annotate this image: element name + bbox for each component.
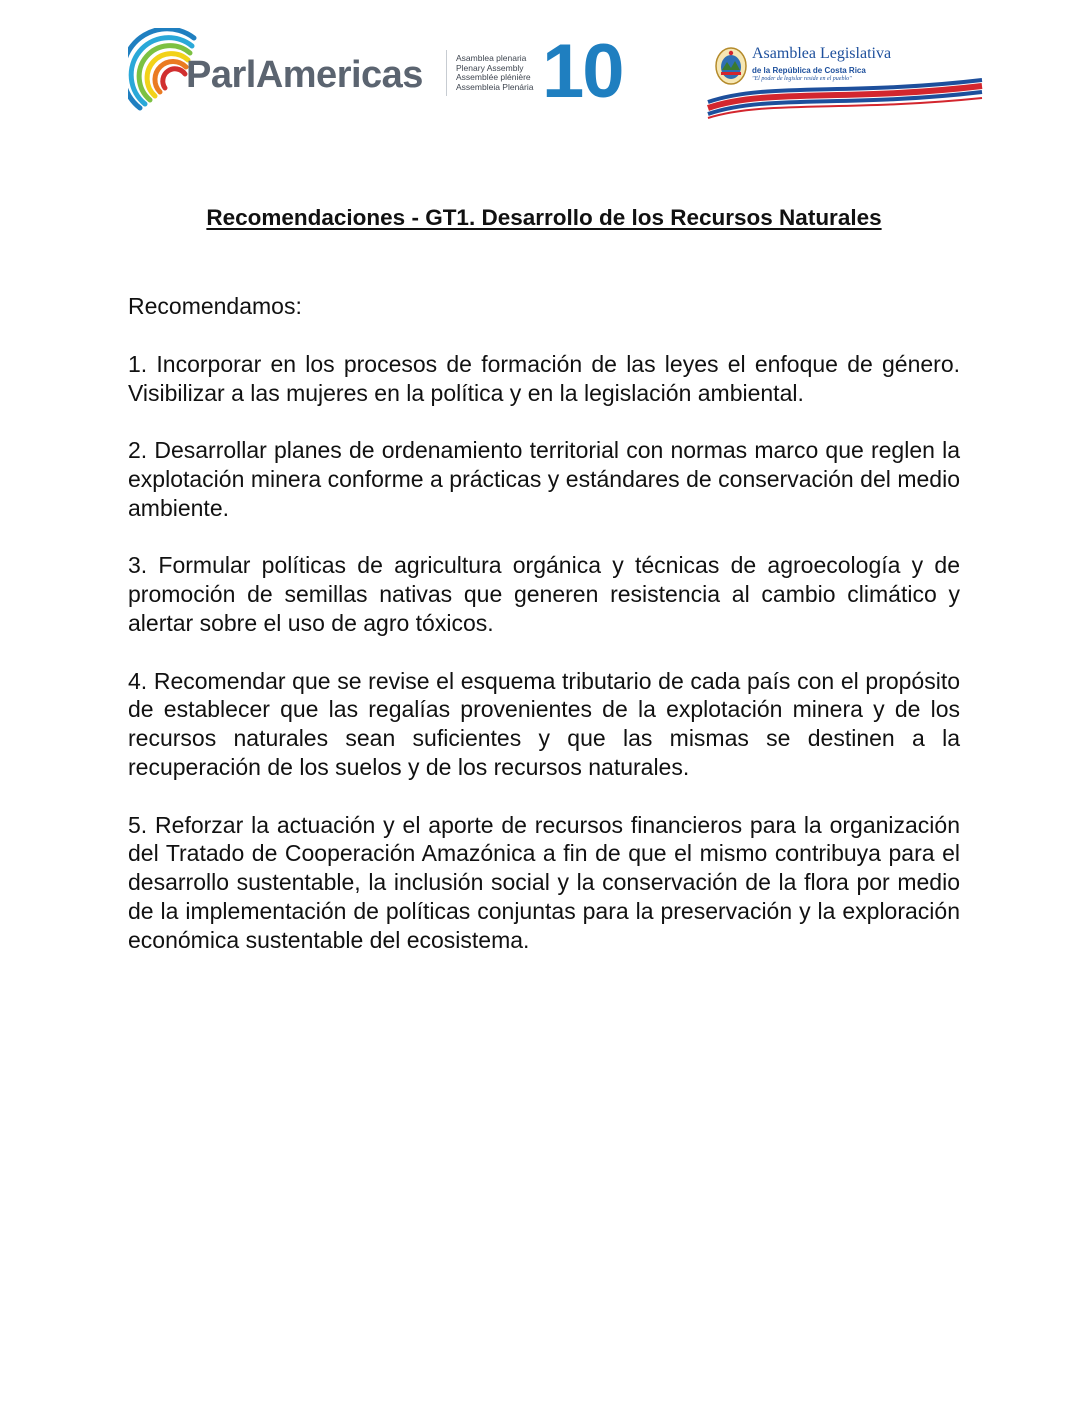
document-title: Recomendaciones - GT1. Desarrollo de los Recursos Naturales [206, 205, 882, 230]
recommendation-item: 2. Desarrollar planes de ordenamiento territorial con normas marco que reglen la explotación minera conforme a prácticas y estándares de conservación del medio ambiente. [128, 437, 960, 521]
parlamericas-wordmark: ParlAmericas [186, 54, 423, 96]
assembly-line-pt: Assembleia Plenária [456, 81, 534, 92]
asamblea-subtitle: de la República de Costa Rica [752, 66, 866, 75]
assembly-line-es: Asamblea plenaria [456, 53, 527, 63]
asamblea-legislativa-logo [706, 40, 984, 120]
intro-text: Recomendamos: [128, 293, 302, 319]
coat-of-arms-icon [714, 46, 748, 86]
page-header [0, 0, 1088, 140]
assembly-line-fr: Assemblée plénière [456, 72, 531, 83]
recommendation-item: 4. Recomendar que se revise el esquema tributario de cada país con el propósito de establecer que las regalías provenientes de la explotación minera y de los recursos naturales sean suficientes y que las mismas se destinen a la recuperación de los suelos y de los recursos naturales. [128, 667, 960, 780]
parlamericas-divider [446, 50, 447, 96]
asamblea-motto: "El poder de legislar reside en el pueblo" [752, 76, 852, 82]
recommendation-item: 5. Reforzar la actuación y el aporte de recursos financieros para la organización del Tratado de Cooperación Amazónica a fin de que el mismo contribuya para el desarrollo sustentable, la inclusión social y la conservación de la flora por medio de la implementación de políticas conjuntas para la preservación y la exploración económica sustentable del ecosistema. [128, 811, 960, 953]
parlamericas-logo [128, 28, 648, 120]
assembly-line-en: Plenary Assembly [456, 62, 524, 73]
parlamericas-assembly-lines [456, 54, 538, 92]
asamblea-title: Asamblea Legislativa [752, 45, 892, 62]
recommendation-item: 3. Formular políticas de agricultura orgánica y técnicas de agroecología y de promoción de semillas nativas que generen resistencia al cambio climático y alertar sobre el uso de agro tóxicos. [128, 552, 960, 636]
recommendation-item: 1. Incorporar en los procesos de formación de las leyes el enfoque de género. Visibilizar a las mujeres en la política y en la legislación ambiental. [128, 350, 960, 406]
parlamericas-edition-number: 10 [542, 29, 623, 114]
document-body [128, 292, 960, 983]
